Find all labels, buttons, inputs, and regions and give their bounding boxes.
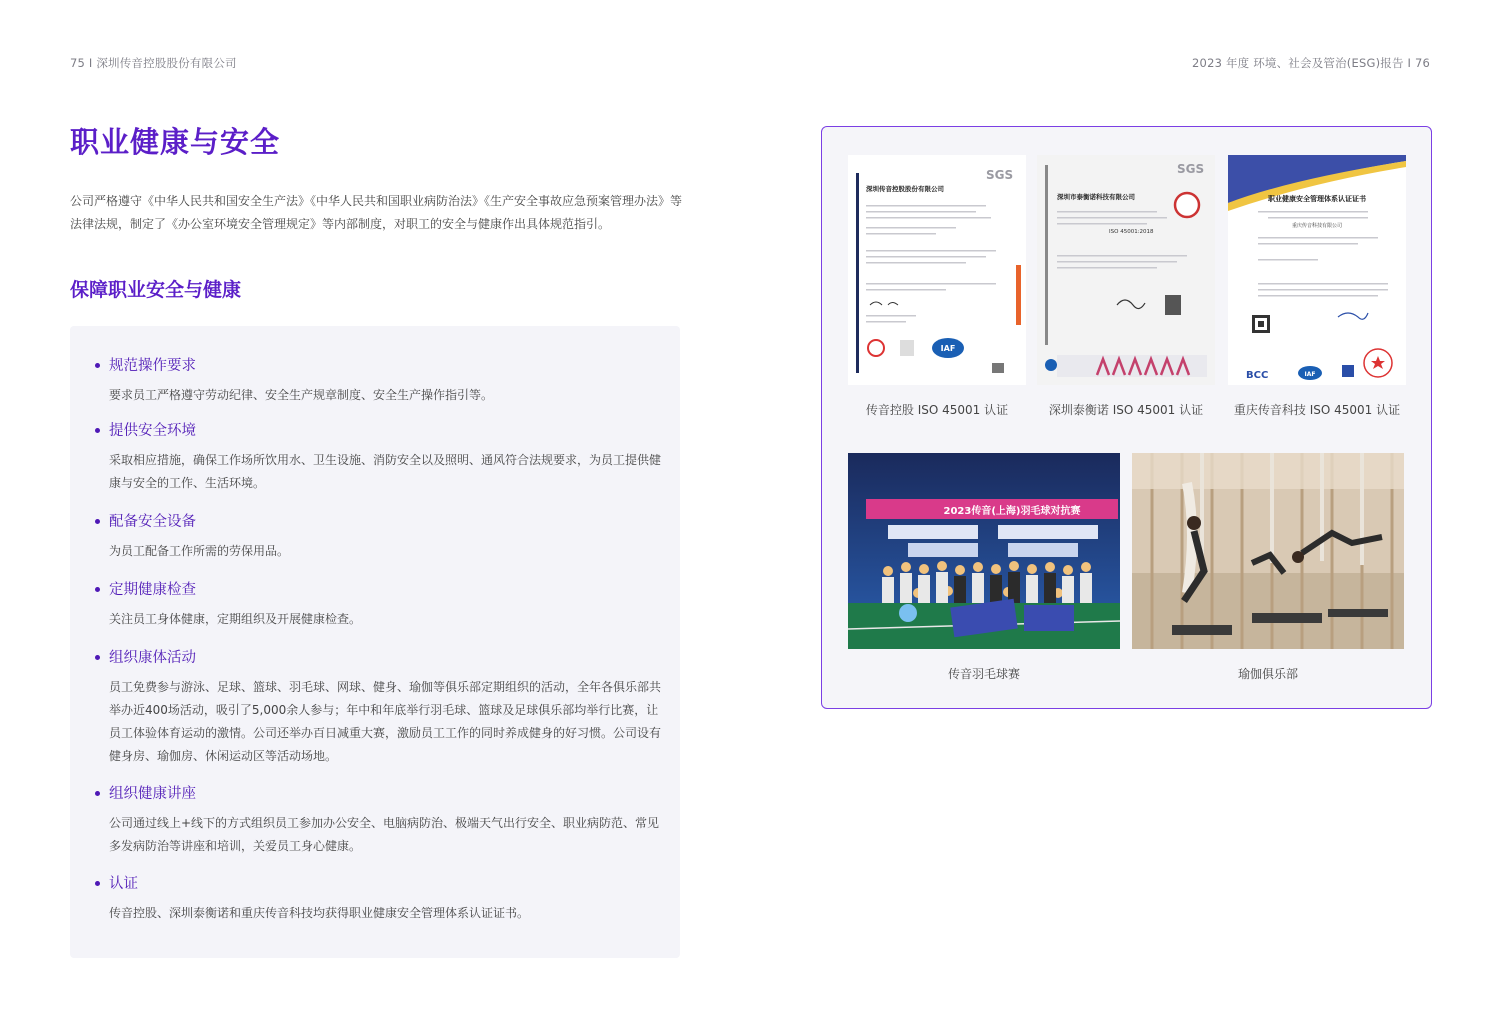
caption-certificate-tecno: 深圳泰衡诺 ISO 45001 认证 xyxy=(1048,403,1204,417)
caption-certificate-chongqing: 重庆传音科技 ISO 45001 认证 xyxy=(1233,403,1401,417)
list-item-fitness-activities xyxy=(95,648,665,768)
certificate-image-tecno xyxy=(1037,155,1215,385)
certificate-chongqing-graphic xyxy=(1228,155,1406,385)
iaf-badge: IAF xyxy=(940,344,956,353)
certificate-company: 深圳市泰衡诺科技有限公司 xyxy=(1057,193,1135,201)
certificate-company: 重庆传音科技有限公司 xyxy=(1291,223,1343,229)
sgs-logo: SGS xyxy=(986,168,1014,182)
measures-panel xyxy=(70,326,680,958)
caption-yoga: 瑜伽俱乐部 xyxy=(1237,667,1298,681)
item-title: 认证 xyxy=(95,874,665,894)
caption-certificate-transsion: 传音控股 ISO 45001 认证 xyxy=(865,403,1009,417)
sgs-logo: SGS xyxy=(1177,162,1205,176)
list-item-safety-equipment xyxy=(95,512,665,563)
page-header-right: 2023 年度 环境、社会及管治(ESG)报告 I 76 xyxy=(1192,56,1430,70)
certificate-image-transsion xyxy=(848,155,1026,385)
certificate-heading: 职业健康安全管理体系认证证书 xyxy=(1268,195,1366,203)
certificate-transsion-graphic xyxy=(848,155,1026,385)
item-title: 组织健康讲座 xyxy=(95,784,665,804)
certificates-and-photos-frame xyxy=(821,126,1432,709)
item-title: 定期健康检查 xyxy=(95,580,665,600)
item-title: 提供安全环境 xyxy=(95,421,665,441)
certificate-image-chongqing xyxy=(1228,155,1406,385)
page-title: 职业健康与安全 xyxy=(70,125,281,159)
photo-banner-text: 2023传音(上海)羽毛球对抗赛 xyxy=(943,506,1081,517)
bcc-logo: BCC xyxy=(1246,370,1269,381)
item-body: 员工免费参与游泳、足球、篮球、羽毛球、网球、健身、瑜伽等俱乐部定期组织的活动，全年各俱乐部共举办近400场活动，吸引了5,000余人参与；年中和年底举行羽毛球、篮球及足球俱乐部均举行比赛，让员工体验体育运动的激情。公司还举办百日减重大赛，激励员工工作的同时养成健身的好习惯。公司设有健身房、瑜伽房、休闲运动区等活动场地。 xyxy=(109,680,662,763)
list-item-certification xyxy=(95,874,665,925)
photo-badminton-tournament xyxy=(848,453,1120,649)
list-item-health-checks xyxy=(95,580,665,631)
item-body: 采取相应措施，确保工作场所饮用水、卫生设施、消防安全以及照明、通风符合法规要求，为员工提供健康与安全的工作、生活环境。 xyxy=(109,453,662,490)
list-item-operation-rules xyxy=(95,356,665,407)
item-body: 传音控股、深圳泰衡诺和重庆传音科技均获得职业健康安全管理体系认证证书。 xyxy=(109,906,530,920)
item-body: 关注员工身体健康，定期组织及开展健康检查。 xyxy=(109,612,362,626)
iaf-badge: IAF xyxy=(1304,371,1316,378)
certificate-tecno-graphic xyxy=(1037,155,1215,385)
item-body: 要求员工严格遵守劳动纪律、安全生产规章制度、安全生产操作指引等。 xyxy=(109,388,494,402)
intro-paragraph: 公司严格遵守《中华人民共和国安全生产法》《中华人民共和国职业病防治法》《生产安全事故应急预案管理办法》等法律法规，制定了《办公室环境安全管理规定》等内部制度，对职工的安全与健康作出具体规范指引。 xyxy=(70,194,683,231)
caption-badminton: 传音羽毛球赛 xyxy=(947,667,1020,681)
certificate-standard: ISO 45001:2018 xyxy=(1109,229,1154,235)
section-title: 保障职业安全与健康 xyxy=(70,279,242,301)
badminton-photo-graphic xyxy=(848,453,1120,649)
item-title: 规范操作要求 xyxy=(95,356,665,376)
photo-yoga-club xyxy=(1132,453,1404,649)
list-item-health-lectures xyxy=(95,784,665,858)
item-body: 公司通过线上+线下的方式组织员工参加办公安全、电脑病防治、极端天气出行安全、职业病防范、常见多发病防治等讲座和培训，关爱员工身心健康。 xyxy=(109,816,660,853)
page-header-left: 75 I 深圳传音控股股份有限公司 xyxy=(70,56,237,70)
yoga-photo-graphic xyxy=(1132,453,1404,649)
item-title: 配备安全设备 xyxy=(95,512,665,532)
item-body: 为员工配备工作所需的劳保用品。 xyxy=(109,544,290,558)
certificate-company: 深圳传音控股股份有限公司 xyxy=(866,185,944,193)
item-title: 组织康体活动 xyxy=(95,648,665,668)
list-item-safe-environment xyxy=(95,421,665,495)
